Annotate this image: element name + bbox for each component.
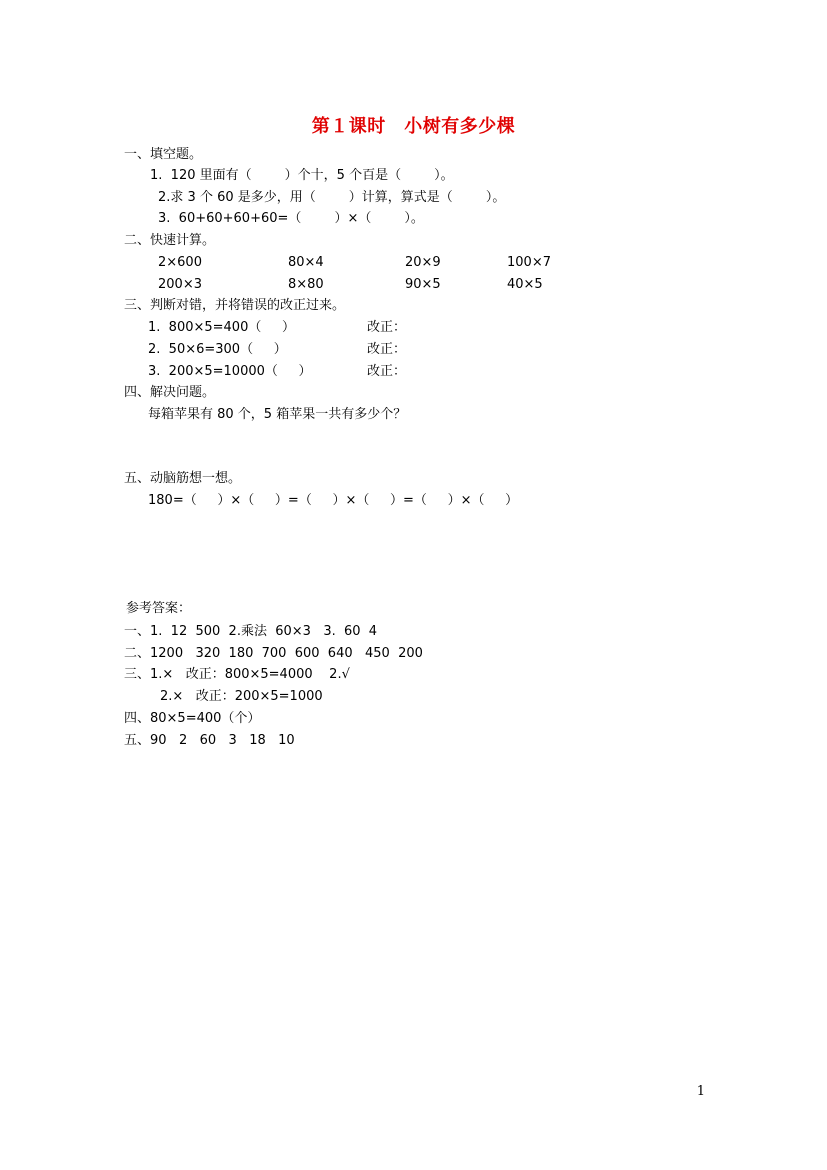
section-5-heading: 五、动脑筋想一想。 [124,471,242,486]
calc-item: 20×9 [405,255,441,270]
think-problem: 180=（ ）×（ ）=（ ）×（ ）=（ ）×（ ） [148,493,519,508]
section-2-heading: 二、快速计算。 [124,233,216,248]
answer-line: 三、1.× 改正：800×5=4000 2.√ [124,667,350,682]
calc-item: 100×7 [507,255,551,270]
judge-item-expr: 3. 200×5=10000（ ） [148,364,312,379]
answer-line: 五、90 2 60 3 18 10 [124,733,295,748]
section-3-heading: 三、判断对错，并将错误的改正过来。 [124,298,346,313]
calc-item: 8×80 [288,277,324,292]
answer-line: 2.× 改正：200×5=1000 [160,689,323,704]
calc-item: 2×600 [158,255,202,270]
judge-item-fix: 改正： [367,364,407,379]
calc-item: 200×3 [158,277,202,292]
answer-line: 二、1200 320 180 700 600 640 450 200 [124,646,423,661]
judge-item-expr: 2. 50×6=300（ ） [148,342,287,357]
page-number: 1 [696,1084,705,1099]
calc-item: 40×5 [507,277,543,292]
question-1-2: 2.求 3 个 60 是多少，用（ ）计算，算式是（ ）。 [158,190,506,205]
section-4-heading: 四、解决问题。 [124,385,216,400]
judge-item-expr: 1. 800×5=400（ ） [148,320,296,335]
calc-item: 90×5 [405,277,441,292]
answer-line: 一、1. 12 500 2.乘法 60×3 3. 60 4 [124,624,378,639]
word-problem: 每箱苹果有 80 个，5 箱苹果一共有多少个？ [148,407,407,422]
section-1-heading: 一、填空题。 [124,147,203,162]
judge-item-fix: 改正： [367,342,407,357]
answer-line: 四、80×5=400（个） [124,711,261,726]
page-title: 第１课时 小树有多少棵 [311,116,516,137]
question-1-1: 1. 120 里面有（ ）个十，5 个百是（ ）。 [150,168,454,183]
calc-item: 80×4 [288,255,324,270]
judge-item-fix: 改正： [367,320,407,335]
answers-heading: 参考答案： [126,601,192,616]
question-1-3: 3. 60+60+60+60=（ ）×（ ）。 [158,211,424,226]
